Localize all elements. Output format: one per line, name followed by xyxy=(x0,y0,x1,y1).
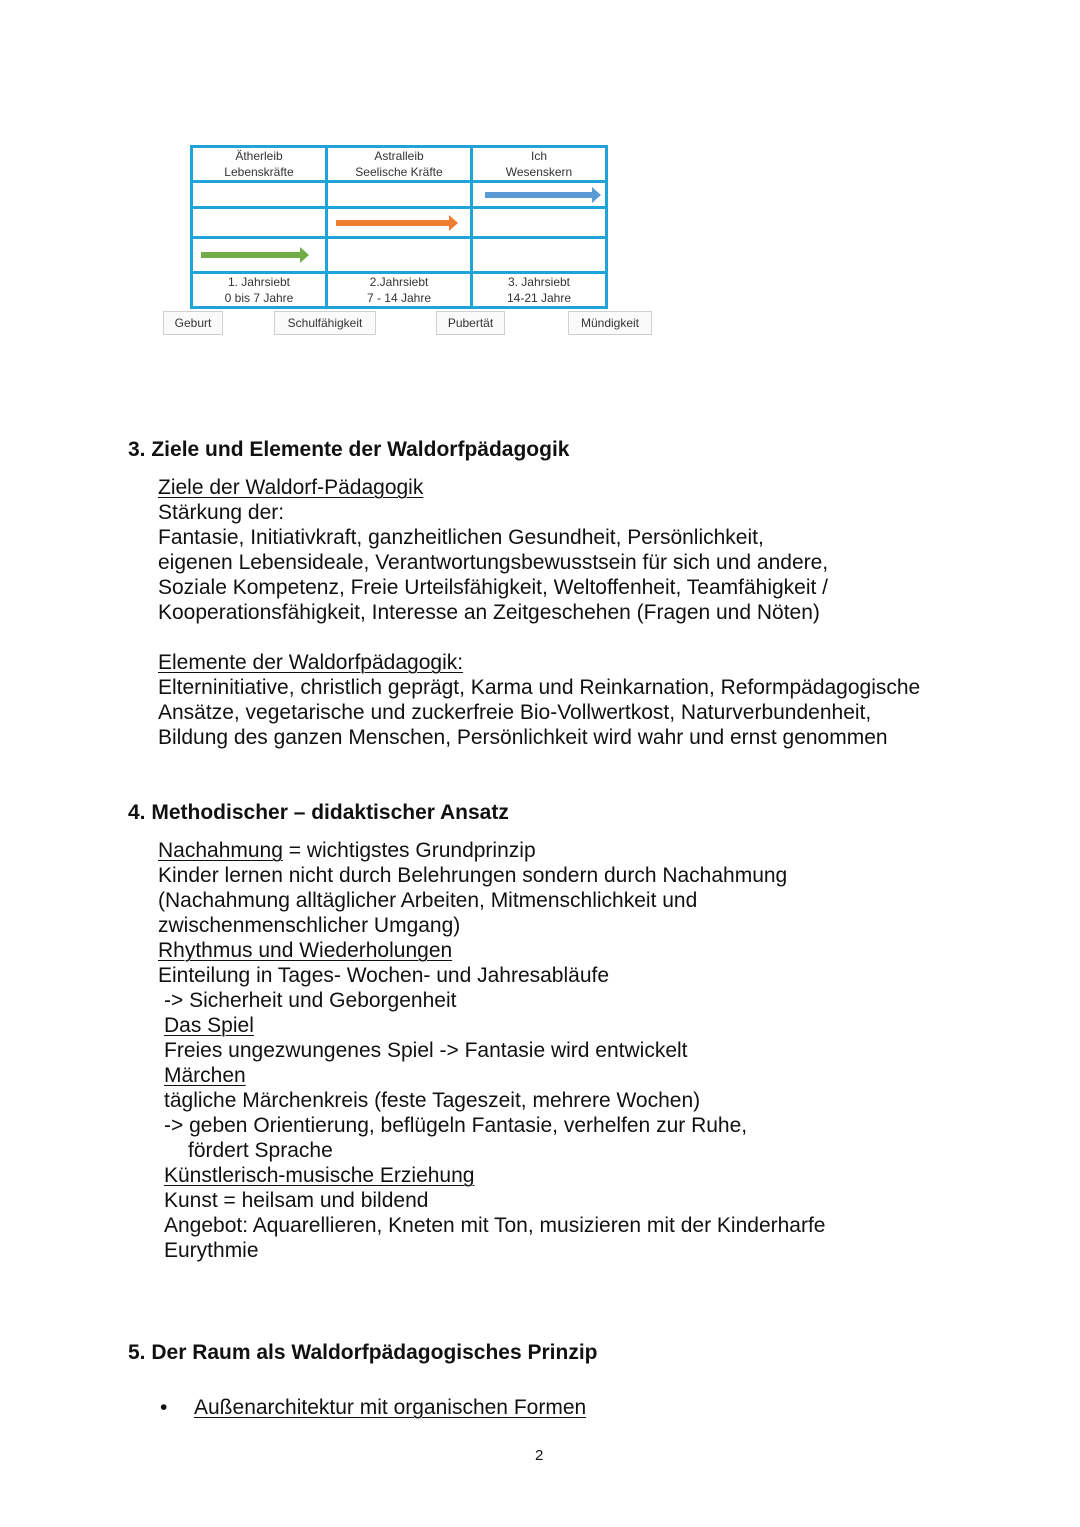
subheading: Ziele der Waldorf-Pädagogik xyxy=(158,476,424,499)
subheading: Märchen xyxy=(164,1064,246,1087)
blue-arrow xyxy=(485,192,593,198)
text-line: (Nachahmung alltäglicher Arbeiten, Mitmenschlichkeit und xyxy=(158,889,698,912)
footer-text: 3. Jahrsiebt xyxy=(507,275,571,289)
subheading: Rhythmus und Wiederholungen xyxy=(158,939,453,962)
header-text: Seelische Kräfte xyxy=(355,165,443,179)
text-line: Kunst = heilsam und bildend xyxy=(164,1189,429,1212)
page-number: 2 xyxy=(535,1447,544,1464)
text-line: eigenen Lebensideale, Verantwortungsbewusstsein für sich und andere, xyxy=(158,551,829,574)
header-cell xyxy=(327,147,472,182)
bullet-icon: • xyxy=(160,1396,168,1419)
text: = wichtigstes Grundprinzip xyxy=(282,839,536,862)
header-text: Ich xyxy=(530,149,547,163)
footer-text: 2.Jahrsiebt xyxy=(369,275,429,289)
footer-cell xyxy=(327,273,472,308)
header-text: Ätherleib xyxy=(235,149,283,163)
subheading: Künstlerisch-musische Erziehung xyxy=(164,1164,475,1187)
section-3-heading: 3. Ziele und Elemente der Waldorfpädagogik xyxy=(128,438,570,461)
subheading: Nachahmung xyxy=(158,839,283,862)
green-arrow xyxy=(201,252,301,258)
footer-cell xyxy=(472,273,607,308)
header-text: Wesenskern xyxy=(505,165,573,179)
stage-label: Pubertät xyxy=(436,311,505,335)
header-cell xyxy=(472,147,607,182)
text-line: -> geben Orientierung, beflügeln Fantasie, verhelfen zur Ruhe, xyxy=(164,1114,748,1137)
subheading: Das Spiel xyxy=(164,1014,254,1037)
header-text: Lebenskräfte xyxy=(224,165,294,179)
text-line: Bildung des ganzen Menschen, Persönlichkeit wird wahr und ernst genommen xyxy=(158,726,888,749)
stage-label: Schulfähigkeit xyxy=(274,311,376,335)
section-4-heading: 4. Methodischer – didaktischer Ansatz xyxy=(128,801,509,824)
footer-text: 7 - 14 Jahre xyxy=(366,291,432,305)
footer-cell xyxy=(192,273,327,308)
footer-text: 0 bis 7 Jahre xyxy=(224,291,294,305)
text-line: zwischenmenschlicher Umgang) xyxy=(158,914,461,937)
stage-label: Mündigkeit xyxy=(568,311,652,335)
text-line: Freies ungezwungenes Spiel -> Fantasie wird entwickelt xyxy=(164,1039,688,1062)
stage-label: Geburt xyxy=(163,311,223,335)
subheading: Elemente der Waldorfpädagogik: xyxy=(158,651,464,674)
text-line: Elterninitiative, christlich geprägt, Karma und Reinkarnation, Reformpädagogische xyxy=(158,676,921,699)
text-line: fördert Sprache xyxy=(188,1139,333,1162)
text-line: Fantasie, Initiativkraft, ganzheitlichen Gesundheit, Persönlichkeit, xyxy=(158,526,764,549)
text-line: Kooperationsfähigkeit, Interesse an Zeitgeschehen (Fragen und Nöten) xyxy=(158,601,820,624)
section-5-heading: 5. Der Raum als Waldorfpädagogisches Prinzip xyxy=(128,1341,598,1364)
footer-text: 1. Jahrsiebt xyxy=(227,275,291,289)
jahrsiebt-diagram xyxy=(190,145,608,309)
text-line: Angebot: Aquarellieren, Kneten mit Ton, musizieren mit der Kinderharfe xyxy=(164,1214,826,1237)
text-line: Kinder lernen nicht durch Belehrungen sondern durch Nachahmung xyxy=(158,864,788,887)
text-line: Soziale Kompetenz, Freie Urteilsfähigkeit, Weltoffenheit, Teamfähigkeit / xyxy=(158,576,829,599)
text-line: -> Sicherheit und Geborgenheit xyxy=(164,989,457,1012)
text-line: tägliche Märchenkreis (feste Tageszeit, mehrere Wochen) xyxy=(164,1089,701,1112)
text-line: Ansätze, vegetarische und zuckerfreie Bio-Vollwertkost, Naturverbundenheit, xyxy=(158,701,872,724)
text-line xyxy=(158,838,536,863)
orange-arrow xyxy=(336,220,450,226)
bullet-item: Außenarchitektur mit organischen Formen xyxy=(194,1396,587,1419)
footer-text: 14-21 Jahre xyxy=(506,291,572,305)
text-line: Eurythmie xyxy=(164,1239,259,1262)
header-cell xyxy=(192,147,327,182)
text-line: Stärkung der: xyxy=(158,501,285,524)
header-text: Astralleib xyxy=(374,149,424,163)
text-line: Einteilung in Tages- Wochen- und Jahresabläufe xyxy=(158,964,610,987)
